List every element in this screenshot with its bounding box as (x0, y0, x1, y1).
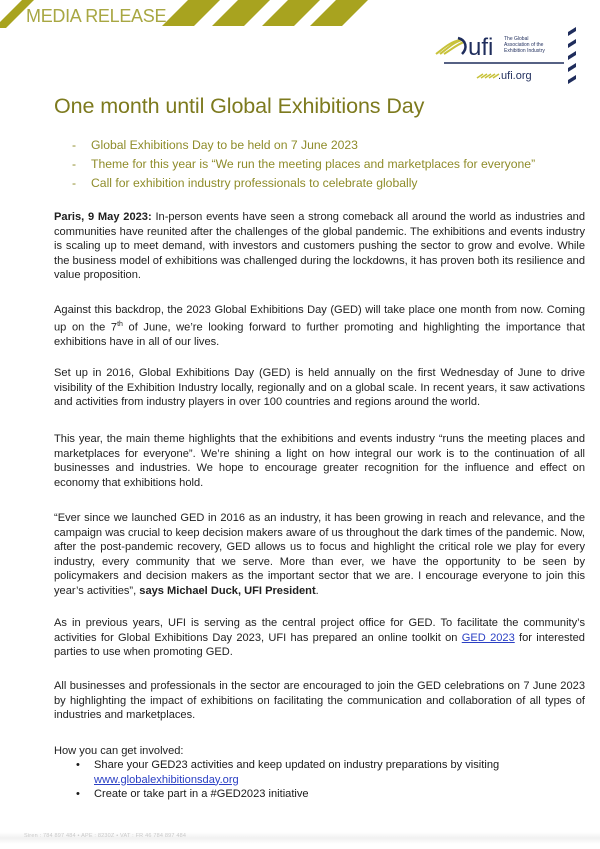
paragraph-history: Set up in 2016, Global Exhibitions Day (GED) is held annually on the first Wednesday of June to drive visibility of the Exhibition Industry locally, regionally and on a global scale. In recent years, it saw activations and activities from industry players in over 100 countries and regions around the world. (54, 367, 585, 409)
paragraph-intro: Paris, 9 May 2023: In-person events have seen a strong comeback all around the world as industries and communities have reunited after the challenges of the global pandemic. The exhibitions and events industry is scaling up to meet demand, with investors and customers pushing the sector to grow and evolve. While the business model of exhibitions was challenged during the lockdowns, it has proven both its resilience and value proposition. (54, 211, 585, 282)
media-release-label: MEDIA RELEASE (26, 6, 167, 26)
dash-bullet: - (72, 176, 77, 190)
paragraph-celebrations: All businesses and professionals in the sector are encouraged to join the GED celebrations on 7 June 2023 by highlighting the impact of exhibitions on facilitating the communication and collaboration of all types of industries and marketplaces. (54, 680, 585, 722)
involve-heading: How you can get involved: (54, 745, 184, 757)
highlight-item: - Theme for this year is “We run the meeting places and marketplaces for everyone” (72, 155, 535, 174)
ged-2023-link[interactable]: GED 2023 (461, 631, 515, 644)
dash-bullet: - (72, 138, 77, 152)
paragraph-toolkit: As in previous years, UFI is serving as the central project office for GED. To facilitate the community’s activities for Global Exhibitions Day 2023, UFI has prepared an online toolkit on GED 2023 for interested parties to use when promoting GED. (54, 617, 585, 659)
paragraph-backdrop: Against this backdrop, the 2023 Global Exhibitions Day (GED) will take place one month from now. Coming up on the 7th of June, we’re looking forward to further promoting and highlighting the importance that exhibitions have in all of our lives. (54, 304, 585, 348)
header-decorative-stripes (158, 0, 368, 28)
involve-list (54, 758, 499, 802)
svg-text:Association of the: Association of the (504, 42, 544, 48)
svg-text:Exhibition Industry: Exhibition Industry (504, 48, 545, 54)
highlight-item: - Global Exhibitions Day to be held on 7 June 2023 (72, 136, 535, 155)
highlight-item: - Call for exhibition industry professionals to celebrate globally (72, 174, 535, 193)
ufi-logo (432, 18, 582, 88)
globalexhibitionsday-link[interactable]: www.globalexhibitionsday.org (94, 773, 239, 786)
dateline: Paris, 9 May 2023: (54, 211, 152, 223)
highlights-list (72, 136, 535, 193)
paragraph-quote: “Ever since we launched GED in 2016 as an industry, it has been growing in reach and relevance, and the campaign was crucial to keep decision makers aware of us throughout the dark times of the pandemic. Now, after the post-pandemic recovery, GED allows us to focus and highlight the critical role we play for every industry, every community that we serve. More than ever, we have the opportunity to be seen by policymakers and decision makers as the important sector that we are. I encourage everyone to join this year’s activities”, says Michael Duck, UFI President. (54, 512, 585, 597)
footer-registration-info: Siren : 784 897 484 • APE : 8230Z • VAT : FR 46 784 897 484 (24, 833, 187, 839)
svg-text:.ufi.org: .ufi.org (498, 70, 532, 82)
bullet-icon: • (76, 759, 80, 771)
involve-item: • Share your GED23 activities and keep updated on industry preparations by visiting www.globalexhibitionsday.org (76, 759, 500, 786)
dash-bullet: - (72, 157, 77, 171)
paragraph-theme: This year, the main theme highlights that the exhibitions and events industry “runs the meeting places and marketplaces for everyone”. We’re shining a light on how integral our work is to the continuation of all businesses and industries. We hope to encourage greater recognition for the influence and effect on economy that exhibitions hold. (54, 433, 585, 489)
svg-text:ufi: ufi (468, 34, 494, 61)
involve-item: • Create or take part in a #GED2023 initiative (76, 788, 309, 801)
page-title: One month until Global Exhibitions Day (54, 94, 425, 118)
bullet-icon: • (76, 788, 80, 801)
svg-text:The Global: The Global (504, 36, 529, 42)
ufi-logo-mark-icon (432, 18, 582, 88)
quote-attribution: says Michael Duck, UFI President (139, 584, 316, 597)
